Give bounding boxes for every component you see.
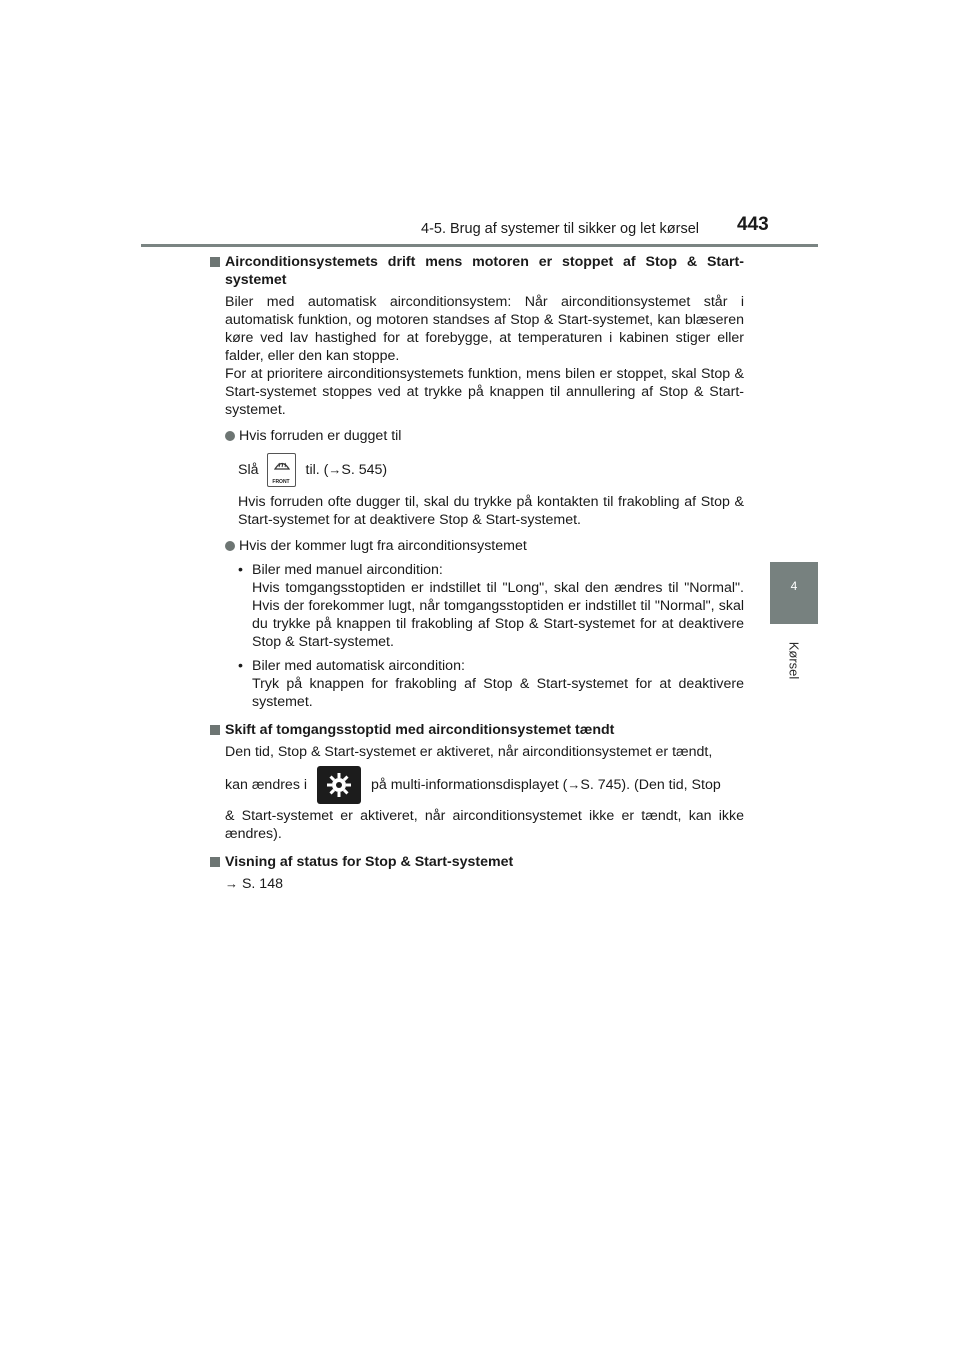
front-defroster-line [238, 452, 744, 488]
bullet-title: Hvis der kommer lugt fra airconditionsystemet [239, 538, 527, 554]
gear-icon [326, 772, 352, 798]
reference-arrow-icon: → [328, 462, 342, 477]
list-item-text: Tryk på knappen for frakobling af Stop & Start-systemet for at deaktivere systemet. [252, 676, 744, 710]
settings-gear-icon [317, 766, 361, 804]
page-reference[interactable]: S. 148 [241, 876, 283, 892]
list-bullet: • [238, 562, 243, 578]
bullet-title: Hvis forruden er dugget til [239, 428, 402, 444]
windshield-defrost-icon [274, 458, 290, 472]
bullet-dot-icon [225, 541, 235, 551]
bullet-body [238, 493, 744, 529]
settings-line [225, 765, 744, 805]
page-number: 443 [737, 214, 769, 235]
reference-arrow-icon: → [567, 777, 581, 792]
list-item-automatic-ac [238, 657, 744, 711]
paragraph: For at prioritere airconditionsystemets funktion, mens bilen er stoppet, skal Stop & Start-systemet stoppes ved at trykke på knappen til annullering af Stop & Start-systemet. [225, 366, 744, 418]
paragraph: Hvis forruden ofte dugger til, skal du trykke på kontakten til frakobling af Stop & Start-systemet for at deaktivere Stop & Start-systemet. [238, 494, 744, 528]
bullet-dot-icon [225, 431, 235, 441]
section-body [225, 743, 744, 761]
chapter-label-text: Kørsel [786, 641, 802, 679]
header-rule [141, 244, 818, 247]
section-body [225, 807, 744, 843]
header-title: 4-5. Brug af systemer til sikker og let kørsel [421, 221, 699, 237]
front-defroster-button-icon [267, 453, 296, 487]
inline-text: til. ( [305, 462, 329, 478]
list-item-title: Biler med manuel aircondition: [252, 562, 443, 578]
paragraph: Den tid, Stop & Start-systemet er aktiveret, når airconditionsystemet er tændt, [225, 744, 713, 760]
page-reference[interactable]: S. 745). (Den tid, Stop [580, 777, 721, 793]
chapter-label [776, 630, 812, 690]
chapter-tab-number: 4 [790, 579, 798, 593]
square-marker-icon [210, 725, 220, 735]
list-bullet: • [238, 658, 243, 674]
page-content [210, 253, 744, 893]
chapter-tab [770, 562, 818, 624]
list-item-manual-ac [238, 561, 744, 651]
list-item-text: Hvis tomgangsstoptiden er indstillet til "Long", skal den ændres til "Normal". Hvis der forekommer lugt, når tomgangsstoptiden er indstillet til "Normal", skal du trykke på knappen til frakobling af Stop & Start-systemet for at deaktivere Stop & Start-systemet. [252, 580, 744, 650]
square-marker-icon [210, 257, 220, 267]
bullet-item-windshield [225, 427, 744, 445]
paragraph: Biler med automatisk airconditionsystem: Når airconditionsystemet står i automatisk funktion, og motoren standses af Stop & Start-systemet, kan blæseren køre ved lav hastighed for at forebygge, at temperaturen i kabinen stiger eller falder, eller den kan stoppe. [225, 294, 744, 364]
page-reference[interactable]: S. 545) [341, 462, 388, 478]
reference-arrow-icon: → [225, 876, 238, 891]
reference-line [225, 875, 744, 893]
square-marker-icon [210, 857, 220, 867]
section-heading-text: Skift af tomgangsstoptid med airconditionsystemet tændt [225, 722, 615, 738]
section-heading-text: Airconditionsystemets drift mens motoren er stoppet af Stop & Start-systemet [225, 254, 744, 288]
front-button-label: FRONT [272, 479, 290, 485]
inline-text: Slå [238, 462, 259, 478]
inline-text: kan ændres i [225, 777, 308, 793]
section-heading-idle-stop-time [210, 721, 744, 739]
inline-text: på multi-informationsdisplayet ( [371, 777, 568, 793]
list-item-title: Biler med automatisk aircondition: [252, 658, 465, 674]
section-heading-ac-operation [210, 253, 744, 289]
section-heading-status-display [210, 853, 744, 871]
bullet-item-odor [225, 537, 744, 555]
paragraph: & Start-systemet er aktiveret, når airconditionsystemet ikke er tændt, kan ikke ændres). [225, 808, 744, 842]
section-body [225, 293, 744, 419]
section-heading-text: Visning af status for Stop & Start-systemet [225, 854, 514, 870]
